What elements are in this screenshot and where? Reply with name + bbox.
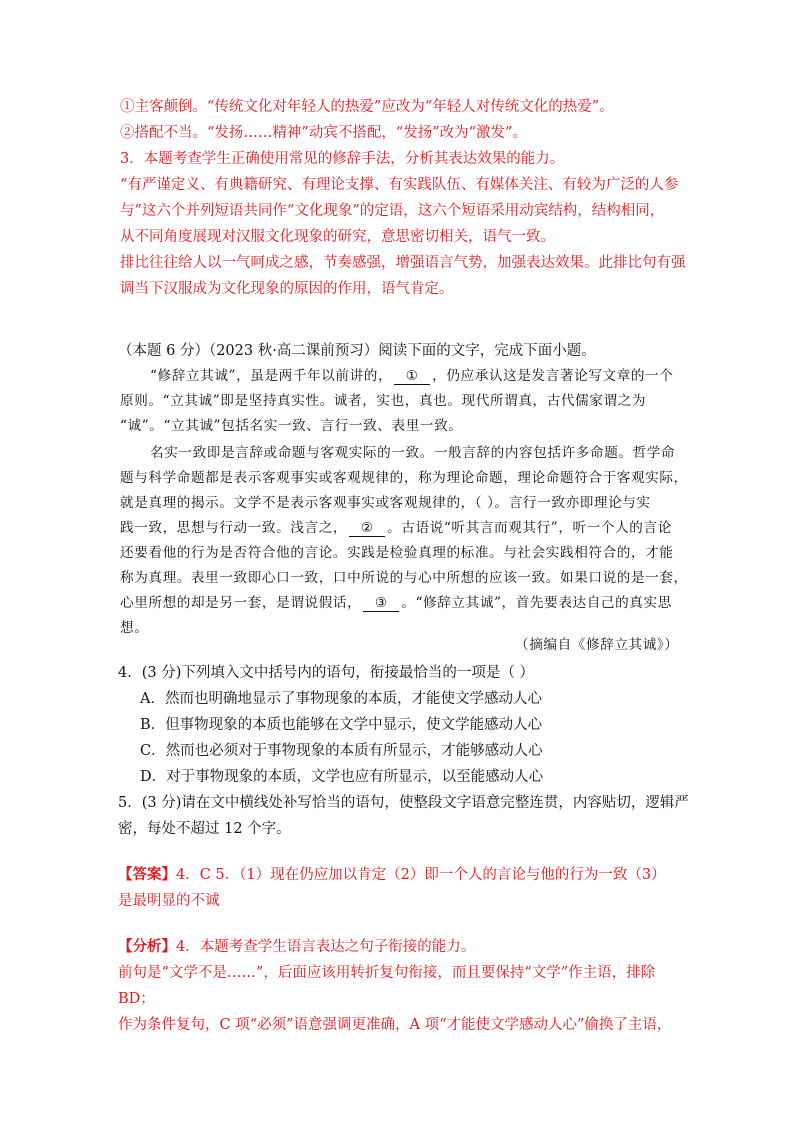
answer-text: 4．C 5．（1）现在仍应加以肯定（2）即一个人的言论与他的行为一致（3） <box>176 867 666 883</box>
analysis-text: 4．本题考查学生语言表达之句子衔接的能力。 <box>176 939 476 955</box>
analysis-line: 与”这六个并列短语共同作“文化现象”的定语，这六个短语采用动宾结构，结构相同， <box>120 203 665 219</box>
passage-text: ，仍应承认这是发言著论写文章的一个 <box>432 368 674 384</box>
analysis-line: 调当下汉服成为文化现象的原因的作用，语气肯定。 <box>120 281 454 297</box>
question-4-stem: 4．(3 分)下列填入文中括号内的语句，衔接最恰当的一项是（ ） <box>118 665 534 681</box>
question-5-stem: 5．(3 分)请在文中横线处补写恰当的语句，使整段文字语意完整连贯，内容贴切，逻辑严 <box>118 795 689 811</box>
passage-line: “诚”。“立其诚”包括名实一致、言行一致、表里一致。 <box>120 418 463 434</box>
answer-line <box>118 865 666 885</box>
passage-line: 就是真理的揭示。文学不是表示客观事实或客观规律的，（ ）。言行一致亦即理论与实 <box>120 495 651 511</box>
analysis-line <box>118 937 475 957</box>
passage-text: 心里所想的却是另一套，是谓说假话， <box>120 595 362 611</box>
analysis-line: “有严谨定义、有典籍研究、有理论支撑、有实践队伍、有媒体关注、有较为广泛的人参 <box>120 177 679 193</box>
analysis-line: ②搭配不当。“发扬……精神”动宾不搭配，“发扬”改为“激发”。 <box>120 125 527 141</box>
option-b[interactable]: B．但事物现象的本质也能够在文学中显示，使文学能感动人心 <box>140 717 543 733</box>
passage-text: 。“修辞立其诚”，首先要表达自己的真实思 <box>401 595 672 611</box>
passage-line: 还要看他的行为是否符合他的言论。实践是检验真理的标准。与社会实践相符合的，才能 <box>120 545 674 561</box>
fill-blank-3: ③ <box>363 595 399 612</box>
passage-text: “修辞立其诚”，虽是两千年以前讲的， <box>150 368 393 384</box>
passage-line: 题与科学命题都是表示客观事实或客观规律的，称为理论命题，理论命题符合于客观实际， <box>120 470 688 486</box>
passage-source: （摘编自《修辞立其诚》） <box>515 637 679 653</box>
question-header: （本题 6 分）（2023 秋·高二课前预习）阅读下面的文字，完成下面小题。 <box>118 343 596 359</box>
fill-blank-2: ② <box>349 520 385 537</box>
analysis-tag: 【分析】 <box>118 938 176 955</box>
analysis-line: ①主客颠倒。“传统文化对年轻人的热爱”应改为“年轻人对传统文化的热爱”。 <box>120 99 614 115</box>
passage-line: 想。 <box>120 620 149 636</box>
passage-text: 践一致，思想与行动一致。浅言之， <box>120 520 348 536</box>
analysis-line: 作为条件复句，C 项“必须”语意强调更准确，A 项“才能使文学感动人心”偷换了主语， <box>118 1017 672 1033</box>
analysis-line: 从不同角度展现对汉服文化现象的研究，意思密切相关，语气一致。 <box>120 229 555 245</box>
passage-line: 原则。“立其诚”即是坚持真实性。诚者，实也，真也。现代所谓真，古代儒家谓之为 <box>120 393 647 409</box>
passage-line: 称为真理。表里一致即心口一致，口中所说的与心中所想的应该一致。如果口说的是一套， <box>120 570 688 586</box>
answer-line: 是最明显的不诚 <box>118 893 220 909</box>
answer-tag: 【答案】 <box>118 866 176 883</box>
analysis-line: 排比往往给人以一气呵成之感，节奏感强，增强语言气势，加强表达效果。此排比句有强 <box>120 255 686 271</box>
option-d[interactable]: D．对于事物现象的本质，文学也应有所显示，以至能感动人心 <box>140 769 544 785</box>
passage-line <box>120 593 672 613</box>
passage-line <box>150 366 674 386</box>
option-a[interactable]: A．然而也明确地显示了事物现象的本质，才能使文学感动人心 <box>140 691 542 707</box>
passage-text: 。古语说“听其言而观其行”，听一个人的言论 <box>387 520 672 536</box>
passage-line: 名实一致即是言辞或命题与客观实际的一致。一般言辞的内容包括许多命题。哲学命 <box>150 445 676 461</box>
analysis-line: BD； <box>118 991 155 1007</box>
passage-line <box>120 518 672 538</box>
question-5-stem: 密，每处不超过 12 个字。 <box>118 821 291 837</box>
analysis-line: 3．本题考查学生正确使用常见的修辞手法，分析其表达效果的能力。 <box>120 151 565 167</box>
fill-blank-1: ① <box>394 368 430 385</box>
option-c[interactable]: C．然而也必须对于事物现象的本质有所显示，才能够感动人心 <box>140 743 543 759</box>
analysis-line: 前句是“文学不是……”，后面应该用转折复句衔接，而且要保持“文学”作主语，排除 <box>118 965 656 981</box>
